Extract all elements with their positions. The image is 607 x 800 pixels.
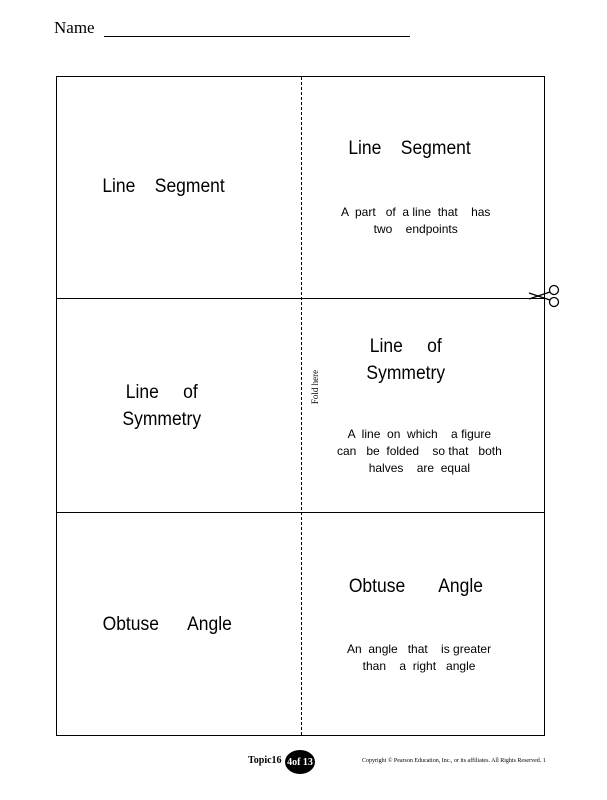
page-badge: 4of 13 xyxy=(285,750,315,774)
card-front-term: Obtuse Angle xyxy=(102,614,232,635)
fold-label: Fold here xyxy=(310,369,320,405)
footer-topic: Topic16 xyxy=(248,755,282,766)
name-line[interactable] xyxy=(104,36,410,37)
card-back-term: Line Segment xyxy=(348,138,471,159)
name-label: Name xyxy=(54,18,95,37)
card-front-term: Line Segment xyxy=(102,176,225,197)
card-front-term: Line of Symmetry xyxy=(122,382,202,430)
card-definition: A part of a line that has two endpoints xyxy=(341,205,491,236)
copyright-text: Copyright © Pearson Education, Inc., or its affiliates. All Rights Reserved. 1 xyxy=(362,758,546,764)
scissors-icon xyxy=(528,284,562,308)
card-back-term: Obtuse Angle xyxy=(348,576,483,597)
card-definition: A line on which a figure can be folded so that both halves are equal xyxy=(337,427,502,475)
card-definition: An angle that is greater than a right angle xyxy=(347,642,492,673)
flashcard-sheet xyxy=(56,76,545,736)
cut-line xyxy=(57,298,544,299)
cut-line xyxy=(57,512,544,513)
fold-line xyxy=(301,77,302,735)
card-back-term: Line of Symmetry xyxy=(366,336,446,384)
